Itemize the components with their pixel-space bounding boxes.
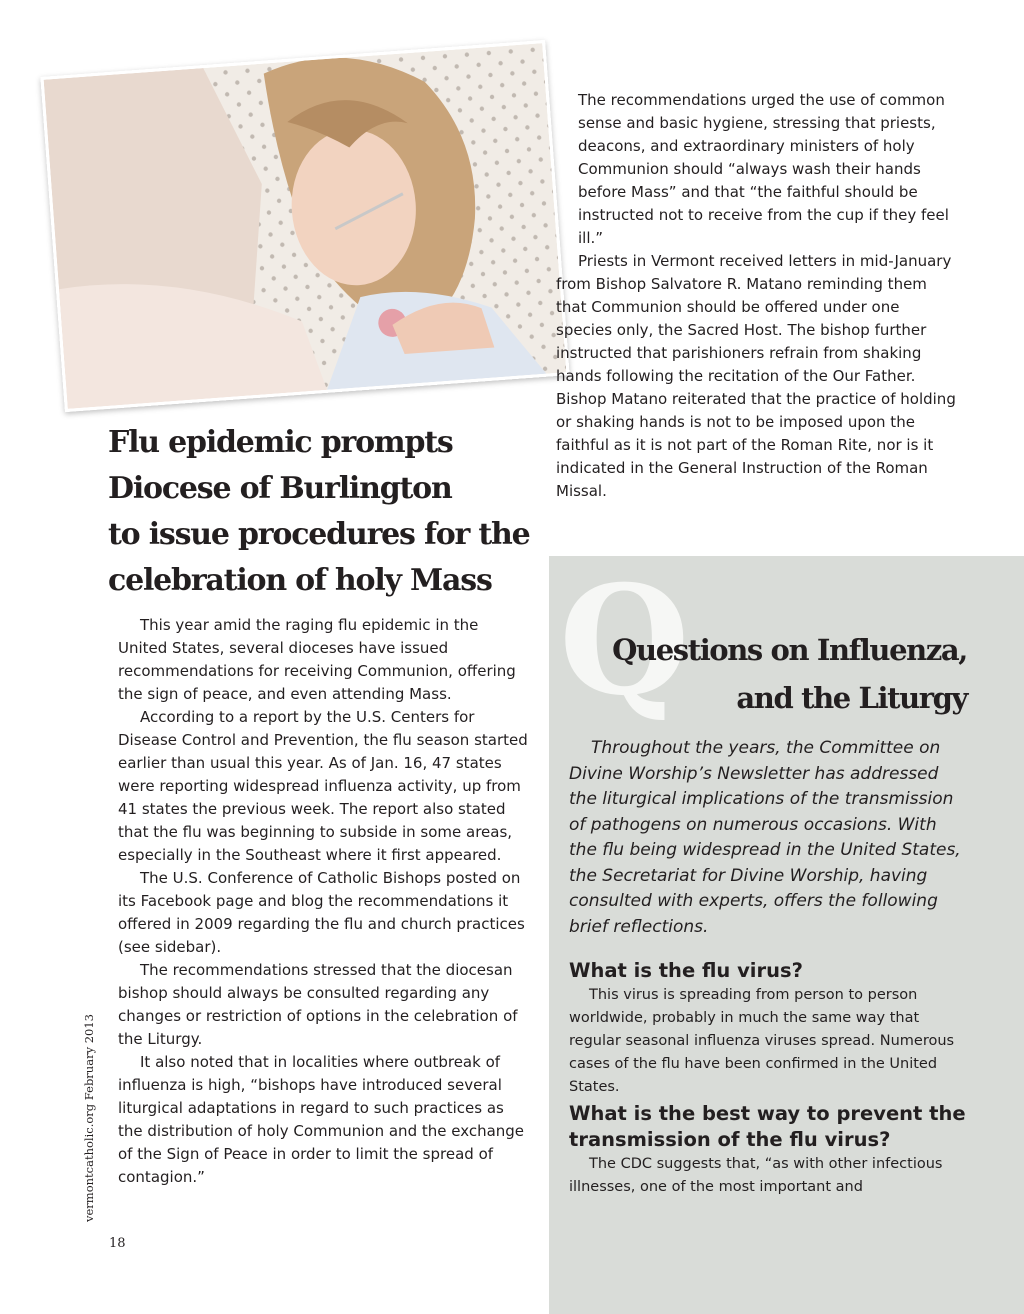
sidebar-title	[579, 626, 967, 722]
title-line: celebration of holy Mass	[108, 563, 492, 598]
article-body-left	[118, 614, 528, 1189]
article-paragraph: This year amid the raging flu epidemic in the United States, several dioceses have issued recommendations for receiving Communion, offering the sign of peace, and even attending Mass.	[118, 616, 516, 703]
sidebar-answer: The CDC suggests that, “as with other infectious illnesses, one of the most important and	[569, 1156, 943, 1195]
sidebar-box	[549, 553, 1024, 1314]
sidebar-question: What is the best way to prevent the transmission of the flu virus?	[569, 1102, 966, 1151]
title-line: Flu epidemic prompts	[108, 425, 453, 460]
sidebar-qa	[569, 958, 969, 1199]
article-paragraph: The U.S. Conference of Catholic Bishops posted on its Facebook page and blog the recommendations it offered in 2009 regarding the flu and church practices (see sidebar).	[118, 869, 525, 956]
article-paragraph: According to a report by the U.S. Centers for Disease Control and Prevention, the flu season started earlier than usual this year. As of Jan. 16, 47 states were reporting widespread influenza activity, up from 41 states the previous week. The report also stated that the flu was beginning to subside in some areas, especially in the Southeast where it first appeared.	[118, 708, 528, 864]
title-line: to issue procedures for the	[108, 517, 530, 552]
sidebar-title-line: and the Liturgy	[736, 681, 967, 715]
article-paragraph: The recommendations stressed that the diocesan bishop should always be consulted regarding any changes or restriction of options in the celebration of the Liturgy.	[118, 961, 518, 1048]
article-title	[108, 420, 548, 604]
sidebar-title-line: Questions on Influenza,	[612, 633, 967, 667]
sidebar-answer: This virus is spreading from person to person worldwide, probably in much the same way that regular seasonal influenza viruses spread. Numerous cases of the flu have been confirmed in the United States.	[569, 987, 955, 1095]
article-body-right	[556, 89, 956, 503]
title-line: Diocese of Burlington	[108, 471, 452, 506]
sidebar-question: What is the flu virus?	[569, 959, 803, 982]
sidebar-intro: Throughout the years, the Committee on Divine Worship’s Newsletter has addressed the liturgical implications of the transmission of pathogens on numerous occasions. With the flu being widespread in the United States, the Secretariat for Divine Worship, having consulted with experts, offers the following brief reflections.	[569, 738, 961, 937]
article-paragraph: It also noted that in localities where outbreak of influenza is high, “bishops have introduced several liturgical adaptations in regard to such practices as the distribution of holy Communion and the exchange of the Sign of Peace in order to limit the spread of contagion.”	[118, 1053, 525, 1186]
sidebar-drop-letter: Q	[559, 553, 690, 729]
article-photo	[40, 40, 569, 412]
article-paragraph: Priests in Vermont received letters in mid-January from Bishop Salvatore R. Matano reminding them that Communion should be offered under one species only, the Sacred Host. The bishop further instructed that parishioners refrain from shaking hands following the recitation of the Our Father. Bishop Matano reiterated that the practice of holding or shaking hands is not to be imposed upon the faithful as it is not part of the Roman Rite, nor is it indicated in the General Instruction of the Roman Missal.	[556, 252, 956, 500]
article-paragraph: The recommendations urged the use of common sense and basic hygiene, stressing that priests, deacons, and extraordinary ministers of holy Communion should “always wash their hands before Mass” and that “the faithful should be instructed not to receive from the cup if they feel ill.”	[578, 91, 949, 247]
page-number: 18	[109, 1236, 126, 1251]
footer-publication: vermontcatholic.org February 2013	[82, 1014, 96, 1222]
